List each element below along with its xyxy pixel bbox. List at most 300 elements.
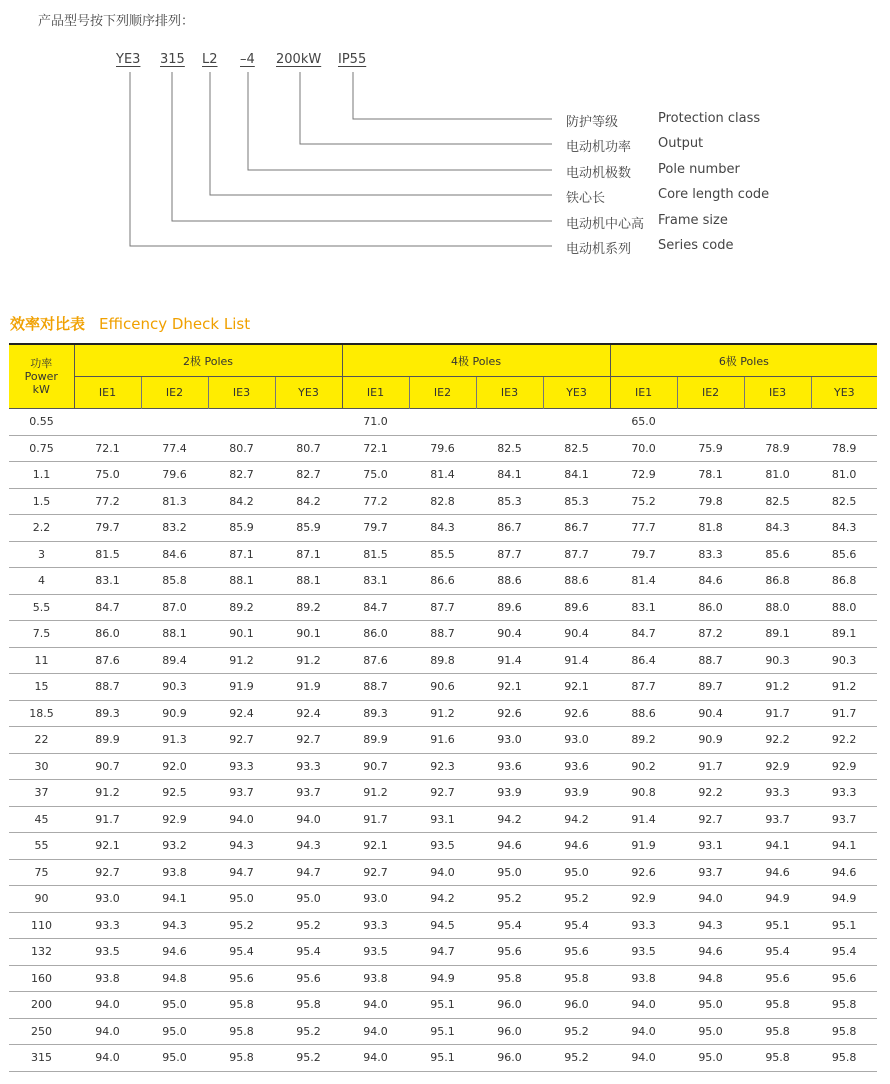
efficiency-cell: 90.1 bbox=[208, 621, 275, 648]
efficiency-cell: 91.7 bbox=[677, 753, 744, 780]
efficiency-cell: 92.7 bbox=[74, 859, 141, 886]
code-frame: 315 bbox=[160, 52, 185, 67]
efficiency-cell: 90.3 bbox=[141, 674, 208, 701]
efficiency-cell: 85.6 bbox=[811, 541, 877, 568]
model-code-diagram bbox=[0, 0, 890, 270]
efficiency-cell: 92.7 bbox=[342, 859, 409, 886]
efficiency-cell: 94.2 bbox=[409, 886, 476, 913]
efficiency-cell: 95.2 bbox=[543, 1018, 610, 1045]
efficiency-cell: 93.3 bbox=[744, 780, 811, 807]
legend-en-series: Series code bbox=[658, 238, 734, 253]
efficiency-cell: 90.7 bbox=[342, 753, 409, 780]
efficiency-cell: 84.2 bbox=[275, 488, 342, 515]
table-row bbox=[9, 462, 877, 489]
efficiency-cell: 95.4 bbox=[208, 939, 275, 966]
efficiency-cell: 87.7 bbox=[543, 541, 610, 568]
efficiency-cell: 92.7 bbox=[677, 806, 744, 833]
efficiency-cell: 95.1 bbox=[409, 992, 476, 1019]
efficiency-cell: 94.6 bbox=[811, 859, 877, 886]
efficiency-cell: 96.0 bbox=[476, 992, 543, 1019]
efficiency-cell: 87.6 bbox=[74, 647, 141, 674]
efficiency-cell: 93.9 bbox=[543, 780, 610, 807]
efficiency-cell: 87.7 bbox=[610, 674, 677, 701]
efficiency-cell: 95.0 bbox=[476, 859, 543, 886]
efficiency-cell: 95.2 bbox=[543, 1045, 610, 1072]
efficiency-cell: 84.3 bbox=[409, 515, 476, 542]
efficiency-cell: 95.2 bbox=[476, 886, 543, 913]
power-cell: 0.55 bbox=[9, 409, 74, 436]
efficiency-cell: 89.9 bbox=[342, 727, 409, 754]
efficiency-cell: 91.2 bbox=[409, 700, 476, 727]
efficiency-cell: 70.0 bbox=[610, 435, 677, 462]
efficiency-cell: 92.9 bbox=[811, 753, 877, 780]
table-row bbox=[9, 806, 877, 833]
efficiency-cell: 91.7 bbox=[74, 806, 141, 833]
efficiency-cell: 94.3 bbox=[275, 833, 342, 860]
efficiency-cell: 93.5 bbox=[342, 939, 409, 966]
efficiency-cell: 82.7 bbox=[208, 462, 275, 489]
efficiency-cell: 87.2 bbox=[677, 621, 744, 648]
efficiency-cell: 94.6 bbox=[744, 859, 811, 886]
table-row bbox=[9, 727, 877, 754]
efficiency-cell: 65.0 bbox=[610, 409, 677, 436]
efficiency-cell: 79.6 bbox=[141, 462, 208, 489]
efficiency-cell: 90.9 bbox=[677, 727, 744, 754]
efficiency-cell: 93.1 bbox=[409, 806, 476, 833]
efficiency-cell: 94.6 bbox=[141, 939, 208, 966]
table-row bbox=[9, 1018, 877, 1045]
power-cell: 18.5 bbox=[9, 700, 74, 727]
efficiency-cell: 91.7 bbox=[811, 700, 877, 727]
efficiency-cell: 96.0 bbox=[476, 1018, 543, 1045]
efficiency-cell: 85.3 bbox=[543, 488, 610, 515]
efficiency-cell: 93.1 bbox=[677, 833, 744, 860]
efficiency-cell: 94.9 bbox=[811, 886, 877, 913]
sub-header-ie3: IE3 bbox=[208, 377, 275, 409]
efficiency-cell: 77.2 bbox=[342, 488, 409, 515]
efficiency-cell: 94.0 bbox=[74, 992, 141, 1019]
efficiency-cell: 93.7 bbox=[811, 806, 877, 833]
efficiency-cell: 84.3 bbox=[744, 515, 811, 542]
efficiency-cell: 93.7 bbox=[275, 780, 342, 807]
efficiency-cell: 92.9 bbox=[141, 806, 208, 833]
efficiency-cell: 95.2 bbox=[275, 912, 342, 939]
power-cell: 45 bbox=[9, 806, 74, 833]
legend-en-output: Output bbox=[658, 136, 704, 151]
efficiency-cell: 85.5 bbox=[409, 541, 476, 568]
efficiency-cell: 95.4 bbox=[275, 939, 342, 966]
efficiency-cell: 94.6 bbox=[677, 939, 744, 966]
efficiency-cell: 95.4 bbox=[744, 939, 811, 966]
efficiency-cell: 95.8 bbox=[208, 1045, 275, 1072]
efficiency-cell: 92.9 bbox=[610, 886, 677, 913]
efficiency-cell: 94.9 bbox=[409, 965, 476, 992]
power-cell: 200 bbox=[9, 992, 74, 1019]
section-title-cn: 效率对比表 bbox=[10, 315, 86, 333]
efficiency-cell: 84.2 bbox=[208, 488, 275, 515]
section-title-en: Efficency Dheck List bbox=[99, 315, 251, 333]
efficiency-cell: 78.9 bbox=[811, 435, 877, 462]
efficiency-cell: 91.2 bbox=[275, 647, 342, 674]
table-row bbox=[9, 965, 877, 992]
efficiency-cell: 82.5 bbox=[811, 488, 877, 515]
legend-cn-protection: 防护等级 bbox=[566, 115, 619, 130]
table-row bbox=[9, 780, 877, 807]
sub-header-ye3: YE3 bbox=[275, 377, 342, 409]
efficiency-cell: 91.4 bbox=[476, 647, 543, 674]
efficiency-cell: 89.4 bbox=[141, 647, 208, 674]
efficiency-cell: 79.8 bbox=[677, 488, 744, 515]
table-row bbox=[9, 674, 877, 701]
efficiency-cell: 93.8 bbox=[610, 965, 677, 992]
efficiency-cell: 94.0 bbox=[610, 1045, 677, 1072]
efficiency-cell: 95.6 bbox=[543, 939, 610, 966]
table-row bbox=[9, 435, 877, 462]
efficiency-cell bbox=[677, 409, 744, 436]
power-cell: 37 bbox=[9, 780, 74, 807]
efficiency-cell bbox=[74, 409, 141, 436]
table-row bbox=[9, 992, 877, 1019]
sub-header-ie3: IE3 bbox=[476, 377, 543, 409]
efficiency-cell: 95.0 bbox=[677, 1018, 744, 1045]
efficiency-cell: 94.0 bbox=[275, 806, 342, 833]
efficiency-cell: 89.1 bbox=[744, 621, 811, 648]
efficiency-cell: 82.5 bbox=[543, 435, 610, 462]
power-cell: 55 bbox=[9, 833, 74, 860]
legend-cn-poles: 电动机极数 bbox=[566, 166, 632, 181]
efficiency-cell: 88.0 bbox=[811, 594, 877, 621]
power-cell: 2.2 bbox=[9, 515, 74, 542]
efficiency-cell: 89.8 bbox=[409, 647, 476, 674]
intro-text: 产品型号按下列顺序排列： bbox=[38, 14, 195, 29]
efficiency-cell: 92.6 bbox=[543, 700, 610, 727]
efficiency-cell: 86.0 bbox=[677, 594, 744, 621]
efficiency-cell: 93.0 bbox=[74, 886, 141, 913]
efficiency-cell: 92.7 bbox=[275, 727, 342, 754]
efficiency-cell: 87.1 bbox=[208, 541, 275, 568]
efficiency-cell: 84.7 bbox=[342, 594, 409, 621]
efficiency-cell: 86.0 bbox=[74, 621, 141, 648]
efficiency-cell: 95.1 bbox=[409, 1045, 476, 1072]
legend-en-core: Core length code bbox=[658, 187, 770, 202]
efficiency-cell: 78.1 bbox=[677, 462, 744, 489]
efficiency-cell: 88.7 bbox=[409, 621, 476, 648]
efficiency-cell: 93.8 bbox=[141, 859, 208, 886]
efficiency-cell: 91.9 bbox=[275, 674, 342, 701]
efficiency-cell: 92.4 bbox=[275, 700, 342, 727]
efficiency-cell: 91.4 bbox=[610, 806, 677, 833]
efficiency-cell: 82.8 bbox=[409, 488, 476, 515]
sub-header-ie1: IE1 bbox=[342, 377, 409, 409]
efficiency-cell: 90.3 bbox=[744, 647, 811, 674]
efficiency-cell: 79.7 bbox=[610, 541, 677, 568]
efficiency-cell: 75.0 bbox=[342, 462, 409, 489]
power-cell: 110 bbox=[9, 912, 74, 939]
legend-cn-series: 电动机系列 bbox=[566, 242, 632, 257]
efficiency-cell: 93.0 bbox=[476, 727, 543, 754]
efficiency-cell: 90.9 bbox=[141, 700, 208, 727]
group-4-poles: 4极 Poles bbox=[342, 344, 610, 377]
efficiency-cell bbox=[476, 409, 543, 436]
efficiency-cell: 91.2 bbox=[744, 674, 811, 701]
efficiency-cell: 75.9 bbox=[677, 435, 744, 462]
efficiency-cell: 91.2 bbox=[74, 780, 141, 807]
efficiency-cell: 84.1 bbox=[476, 462, 543, 489]
efficiency-cell: 72.1 bbox=[342, 435, 409, 462]
efficiency-cell: 94.2 bbox=[543, 806, 610, 833]
leader-line-frame bbox=[172, 72, 552, 221]
efficiency-cell: 91.2 bbox=[342, 780, 409, 807]
legend-cn-core: 铁心长 bbox=[566, 191, 606, 206]
efficiency-cell: 95.2 bbox=[275, 1018, 342, 1045]
table-row bbox=[9, 859, 877, 886]
table-row bbox=[9, 409, 877, 436]
efficiency-cell: 92.1 bbox=[476, 674, 543, 701]
efficiency-cell: 81.5 bbox=[342, 541, 409, 568]
code-series: YE3 bbox=[116, 52, 141, 67]
efficiency-cell: 95.8 bbox=[811, 1045, 877, 1072]
efficiency-cell: 94.1 bbox=[744, 833, 811, 860]
efficiency-cell: 85.9 bbox=[208, 515, 275, 542]
efficiency-cell: 93.6 bbox=[476, 753, 543, 780]
efficiency-cell bbox=[744, 409, 811, 436]
efficiency-cell: 85.9 bbox=[275, 515, 342, 542]
efficiency-cell: 89.3 bbox=[74, 700, 141, 727]
efficiency-cell: 95.8 bbox=[543, 965, 610, 992]
efficiency-cell: 87.7 bbox=[409, 594, 476, 621]
sub-header-ie3: IE3 bbox=[744, 377, 811, 409]
efficiency-cell: 92.1 bbox=[74, 833, 141, 860]
efficiency-cell: 86.6 bbox=[409, 568, 476, 595]
efficiency-cell: 92.6 bbox=[476, 700, 543, 727]
efficiency-cell: 84.7 bbox=[610, 621, 677, 648]
efficiency-cell: 91.7 bbox=[342, 806, 409, 833]
efficiency-cell: 81.3 bbox=[141, 488, 208, 515]
efficiency-cell: 92.1 bbox=[342, 833, 409, 860]
efficiency-cell: 79.7 bbox=[342, 515, 409, 542]
efficiency-cell: 79.6 bbox=[409, 435, 476, 462]
efficiency-cell: 93.7 bbox=[208, 780, 275, 807]
efficiency-cell: 89.6 bbox=[476, 594, 543, 621]
power-cell: 160 bbox=[9, 965, 74, 992]
efficiency-cell: 95.2 bbox=[275, 1045, 342, 1072]
power-cell: 75 bbox=[9, 859, 74, 886]
efficiency-cell: 81.8 bbox=[677, 515, 744, 542]
efficiency-cell: 93.5 bbox=[409, 833, 476, 860]
power-cell: 7.5 bbox=[9, 621, 74, 648]
efficiency-cell: 87.1 bbox=[275, 541, 342, 568]
efficiency-cell: 82.5 bbox=[744, 488, 811, 515]
efficiency-cell: 91.4 bbox=[543, 647, 610, 674]
efficiency-cell: 75.0 bbox=[74, 462, 141, 489]
efficiency-cell: 94.5 bbox=[409, 912, 476, 939]
efficiency-cell: 86.4 bbox=[610, 647, 677, 674]
efficiency-cell: 89.7 bbox=[677, 674, 744, 701]
efficiency-cell: 92.4 bbox=[208, 700, 275, 727]
efficiency-cell: 95.0 bbox=[141, 1045, 208, 1072]
efficiency-cell: 95.8 bbox=[208, 1018, 275, 1045]
table-row bbox=[9, 1045, 877, 1072]
leader-line-poles bbox=[248, 72, 552, 170]
table-body bbox=[9, 409, 877, 1072]
efficiency-cell: 88.0 bbox=[744, 594, 811, 621]
efficiency-cell: 93.9 bbox=[476, 780, 543, 807]
sub-header-ie1: IE1 bbox=[74, 377, 141, 409]
table-row bbox=[9, 541, 877, 568]
table-row bbox=[9, 594, 877, 621]
efficiency-cell: 81.0 bbox=[811, 462, 877, 489]
efficiency-cell: 87.7 bbox=[476, 541, 543, 568]
efficiency-cell: 92.3 bbox=[409, 753, 476, 780]
efficiency-cell: 90.4 bbox=[543, 621, 610, 648]
efficiency-cell: 94.0 bbox=[208, 806, 275, 833]
power-header bbox=[9, 344, 74, 409]
efficiency-cell: 94.7 bbox=[275, 859, 342, 886]
efficiency-cell: 95.6 bbox=[275, 965, 342, 992]
efficiency-cell: 95.0 bbox=[141, 992, 208, 1019]
efficiency-cell: 95.8 bbox=[744, 1045, 811, 1072]
power-header-cn: 功率 bbox=[30, 357, 53, 370]
power-cell: 250 bbox=[9, 1018, 74, 1045]
efficiency-cell bbox=[141, 409, 208, 436]
efficiency-cell: 94.0 bbox=[342, 992, 409, 1019]
efficiency-cell: 90.6 bbox=[409, 674, 476, 701]
efficiency-cell: 95.2 bbox=[543, 886, 610, 913]
power-cell: 4 bbox=[9, 568, 74, 595]
leader-line-core bbox=[210, 72, 552, 195]
efficiency-cell: 95.8 bbox=[476, 965, 543, 992]
efficiency-cell: 81.4 bbox=[409, 462, 476, 489]
efficiency-cell: 86.7 bbox=[543, 515, 610, 542]
efficiency-cell: 88.6 bbox=[610, 700, 677, 727]
efficiency-cell: 72.1 bbox=[74, 435, 141, 462]
efficiency-cell: 93.0 bbox=[342, 886, 409, 913]
efficiency-cell: 95.1 bbox=[811, 912, 877, 939]
power-cell: 30 bbox=[9, 753, 74, 780]
table-row bbox=[9, 515, 877, 542]
efficiency-cell: 95.6 bbox=[476, 939, 543, 966]
efficiency-cell: 95.8 bbox=[811, 992, 877, 1019]
power-cell: 5.5 bbox=[9, 594, 74, 621]
efficiency-cell: 86.0 bbox=[342, 621, 409, 648]
sub-header-ye3: YE3 bbox=[811, 377, 877, 409]
efficiency-cell: 91.2 bbox=[208, 647, 275, 674]
efficiency-cell bbox=[543, 409, 610, 436]
efficiency-cell: 94.6 bbox=[476, 833, 543, 860]
efficiency-cell: 90.1 bbox=[275, 621, 342, 648]
efficiency-cell: 88.1 bbox=[208, 568, 275, 595]
efficiency-cell: 88.7 bbox=[677, 647, 744, 674]
efficiency-cell: 94.0 bbox=[677, 886, 744, 913]
efficiency-table bbox=[9, 343, 877, 1072]
efficiency-cell: 95.4 bbox=[811, 939, 877, 966]
efficiency-cell: 95.6 bbox=[208, 965, 275, 992]
efficiency-cell: 93.8 bbox=[74, 965, 141, 992]
efficiency-cell: 90.7 bbox=[74, 753, 141, 780]
efficiency-cell: 95.4 bbox=[476, 912, 543, 939]
efficiency-cell: 93.6 bbox=[543, 753, 610, 780]
efficiency-cell: 93.7 bbox=[677, 859, 744, 886]
efficiency-cell: 80.7 bbox=[275, 435, 342, 462]
efficiency-cell: 86.7 bbox=[476, 515, 543, 542]
code-core-length: L2 bbox=[202, 52, 218, 67]
efficiency-cell: 95.1 bbox=[744, 912, 811, 939]
leader-line-series bbox=[130, 72, 552, 246]
power-cell: 3 bbox=[9, 541, 74, 568]
power-cell: 15 bbox=[9, 674, 74, 701]
efficiency-cell: 94.7 bbox=[208, 859, 275, 886]
power-header-en: Power bbox=[24, 370, 58, 383]
power-cell: 315 bbox=[9, 1045, 74, 1072]
power-header-unit: kW bbox=[32, 383, 50, 396]
efficiency-cell: 93.3 bbox=[208, 753, 275, 780]
efficiency-cell: 95.6 bbox=[744, 965, 811, 992]
efficiency-cell: 95.0 bbox=[677, 1045, 744, 1072]
code-protection: IP55 bbox=[338, 52, 367, 67]
efficiency-cell: 91.6 bbox=[409, 727, 476, 754]
efficiency-cell: 84.3 bbox=[811, 515, 877, 542]
efficiency-cell: 95.8 bbox=[275, 992, 342, 1019]
efficiency-cell: 93.0 bbox=[543, 727, 610, 754]
efficiency-cell: 96.0 bbox=[543, 992, 610, 1019]
efficiency-cell: 92.5 bbox=[141, 780, 208, 807]
legend-cn-frame: 电动机中心高 bbox=[566, 217, 645, 232]
efficiency-cell: 92.0 bbox=[141, 753, 208, 780]
efficiency-cell: 94.0 bbox=[342, 1045, 409, 1072]
efficiency-cell: 90.8 bbox=[610, 780, 677, 807]
efficiency-cell: 88.1 bbox=[275, 568, 342, 595]
efficiency-cell: 94.0 bbox=[610, 992, 677, 1019]
efficiency-cell: 92.1 bbox=[543, 674, 610, 701]
efficiency-cell: 94.1 bbox=[141, 886, 208, 913]
efficiency-cell: 80.7 bbox=[208, 435, 275, 462]
efficiency-cell: 95.0 bbox=[543, 859, 610, 886]
efficiency-cell: 84.1 bbox=[543, 462, 610, 489]
legend-en-frame: Frame size bbox=[658, 213, 728, 228]
efficiency-cell: 89.9 bbox=[74, 727, 141, 754]
table-row bbox=[9, 621, 877, 648]
efficiency-cell: 88.7 bbox=[342, 674, 409, 701]
efficiency-cell: 71.0 bbox=[342, 409, 409, 436]
efficiency-cell: 93.3 bbox=[342, 912, 409, 939]
efficiency-cell: 94.2 bbox=[476, 806, 543, 833]
efficiency-cell: 93.3 bbox=[610, 912, 677, 939]
efficiency-cell: 95.0 bbox=[208, 886, 275, 913]
section-title bbox=[10, 313, 250, 334]
efficiency-cell: 92.7 bbox=[208, 727, 275, 754]
efficiency-cell: 78.9 bbox=[744, 435, 811, 462]
power-cell: 90 bbox=[9, 886, 74, 913]
efficiency-cell: 94.0 bbox=[409, 859, 476, 886]
efficiency-cell: 83.1 bbox=[342, 568, 409, 595]
table-row bbox=[9, 488, 877, 515]
efficiency-cell: 93.3 bbox=[811, 780, 877, 807]
efficiency-cell: 84.6 bbox=[141, 541, 208, 568]
efficiency-cell: 95.0 bbox=[677, 992, 744, 1019]
sub-header-ie2: IE2 bbox=[141, 377, 208, 409]
efficiency-cell: 94.0 bbox=[342, 1018, 409, 1045]
efficiency-cell: 89.6 bbox=[543, 594, 610, 621]
efficiency-cell bbox=[208, 409, 275, 436]
efficiency-cell: 87.0 bbox=[141, 594, 208, 621]
efficiency-cell: 75.2 bbox=[610, 488, 677, 515]
efficiency-cell: 95.8 bbox=[744, 992, 811, 1019]
efficiency-cell: 95.2 bbox=[208, 912, 275, 939]
efficiency-cell: 91.3 bbox=[141, 727, 208, 754]
efficiency-cell: 91.2 bbox=[811, 674, 877, 701]
group-2-poles: 2极 Poles bbox=[74, 344, 342, 377]
efficiency-cell: 90.4 bbox=[476, 621, 543, 648]
